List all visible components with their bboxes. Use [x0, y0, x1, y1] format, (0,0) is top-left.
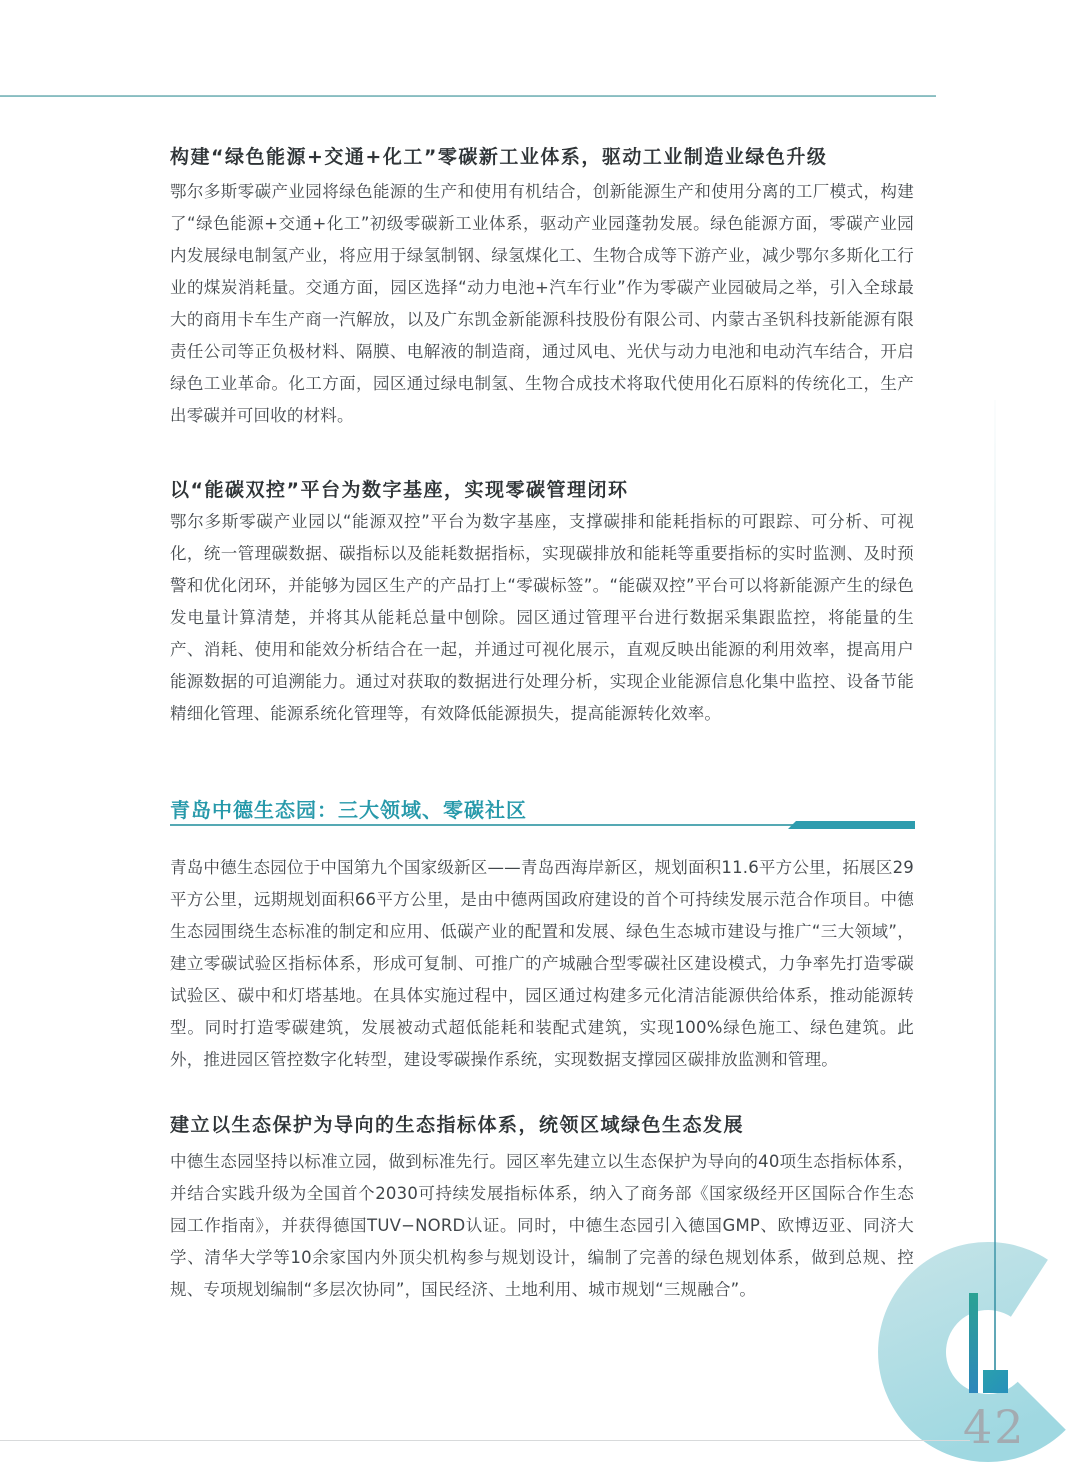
feature-section-title: 青岛中德生态园：三大领域、零碳社区 [170, 798, 527, 822]
section-2-heading: 以“能碳双控”平台为数字基座，实现零碳管理闭环 [170, 479, 629, 501]
decorative-vertical-line [994, 400, 996, 1371]
feature-divider-accent [788, 821, 915, 829]
header-rule [0, 95, 936, 97]
decorative-bar [969, 1293, 978, 1393]
footer-rule [0, 1440, 970, 1441]
page-number: 42 [963, 1400, 1026, 1454]
section-4-heading: 建立以生态保护为导向的生态指标体系，统领区域绿色生态发展 [170, 1114, 745, 1136]
section-1-heading: 构建“绿色能源+交通+化工”零碳新工业体系，驱动工业制造业绿色升级 [170, 146, 828, 168]
section-2-paragraph: 鄂尔多斯零碳产业园以“能源双控”平台为数字基座，支撑碳排和能耗指标的可跟踪、可分析、可视化，统一管理碳数据、碳指标以及能耗数据指标，实现碳排放和能耗等重要指标的实时监测、及时预警和优化闭环，并能够为园区生产的产品打上“零碳标签”。“能碳双控”平台可以将新能源产生的绿色发电量计算清楚，并将其从能耗总量中刨除。园区通过管理平台进行数据采集跟监控，将能量的生产、消耗、使用和能效分析结合在一起，并通过可视化展示，直观反映出能源的利用效率，提高用户能源数据的可追溯能力。通过对获取的数据进行处理分析，实现企业能源信息化集中监控、设备节能精细化管理、能源系统化管理等，有效降低能源损失，提高能源转化效率。 [170, 512, 914, 723]
section-3-paragraph: 青岛中德生态园位于中国第九个国家级新区——青岛西海岸新区，规划面积11.6平方公里，拓展区29平方公里，远期规划面积66平方公里，是由中德两国政府建设的首个可持续发展示范合作项目。中德生态园围绕生态标准的制定和应用、低碳产业的配置和发展、绿色生态城市建设与推广“三大领域”，建立零碳试验区指标体系，形成可复制、可推广的产城融合型零碳社区建设模式，力争率先打造零碳试验区、碳中和灯塔基地。在具体实施过程中，园区通过构建多元化清洁能源供给体系，推动能源转型。同时打造零碳建筑，发展被动式超低能耗和装配式建筑，实现100%绿色施工、绿色建筑。此外，推进园区管控数字化转型，建设零碳操作系统，实现数据支撑园区碳排放监测和管理。 [170, 858, 914, 1069]
section-4-paragraph: 中德生态园坚持以标准立园，做到标准先行。园区率先建立以生态保护为导向的40项生态指标体系，并结合实践升级为全国首个2030可持续发展指标体系，纳入了商务部《国家级经开区国际合作生态园工作指南》，并获得德国TUV−NORD认证。同时，中德生态园引入德国GMP、欧博迈亚、同济大学、清华大学等10余家国内外顶尖机构参与规划设计，编制了完善的绿色规划体系，做到总规、控规、专项规划编制“多层次协同”，国民经济、土地利用、城市规划“三规融合”。 [170, 1152, 914, 1299]
section-1-paragraph: 鄂尔多斯零碳产业园将绿色能源的生产和使用有机结合，创新能源生产和使用分离的工厂模式，构建了“绿色能源+交通+化工”初级零碳新工业体系，驱动产业园蓬勃发展。绿色能源方面，零碳产业园内发展绿电制氢产业，将应用于绿氢制钢、绿氢煤化工、生物合成等下游产业，减少鄂尔多斯化工行业的煤炭消耗量。交通方面，园区选择“动力电池+汽车行业”作为零碳产业园破局之举，引入全球最大的商用卡车生产商一汽解放，以及广东凯金新能源科技股份有限公司、内蒙古圣钒科技新能源有限责任公司等正负极材料、隔膜、电解液的制造商，通过风电、光伏与动力电池和电动汽车结合，开启绿色工业革命。化工方面，园区通过绿电制氢、生物合成技术将取代使用化石原料的传统化工，生产出零碳并可回收的材料。 [170, 182, 914, 425]
decorative-square [983, 1370, 1008, 1393]
